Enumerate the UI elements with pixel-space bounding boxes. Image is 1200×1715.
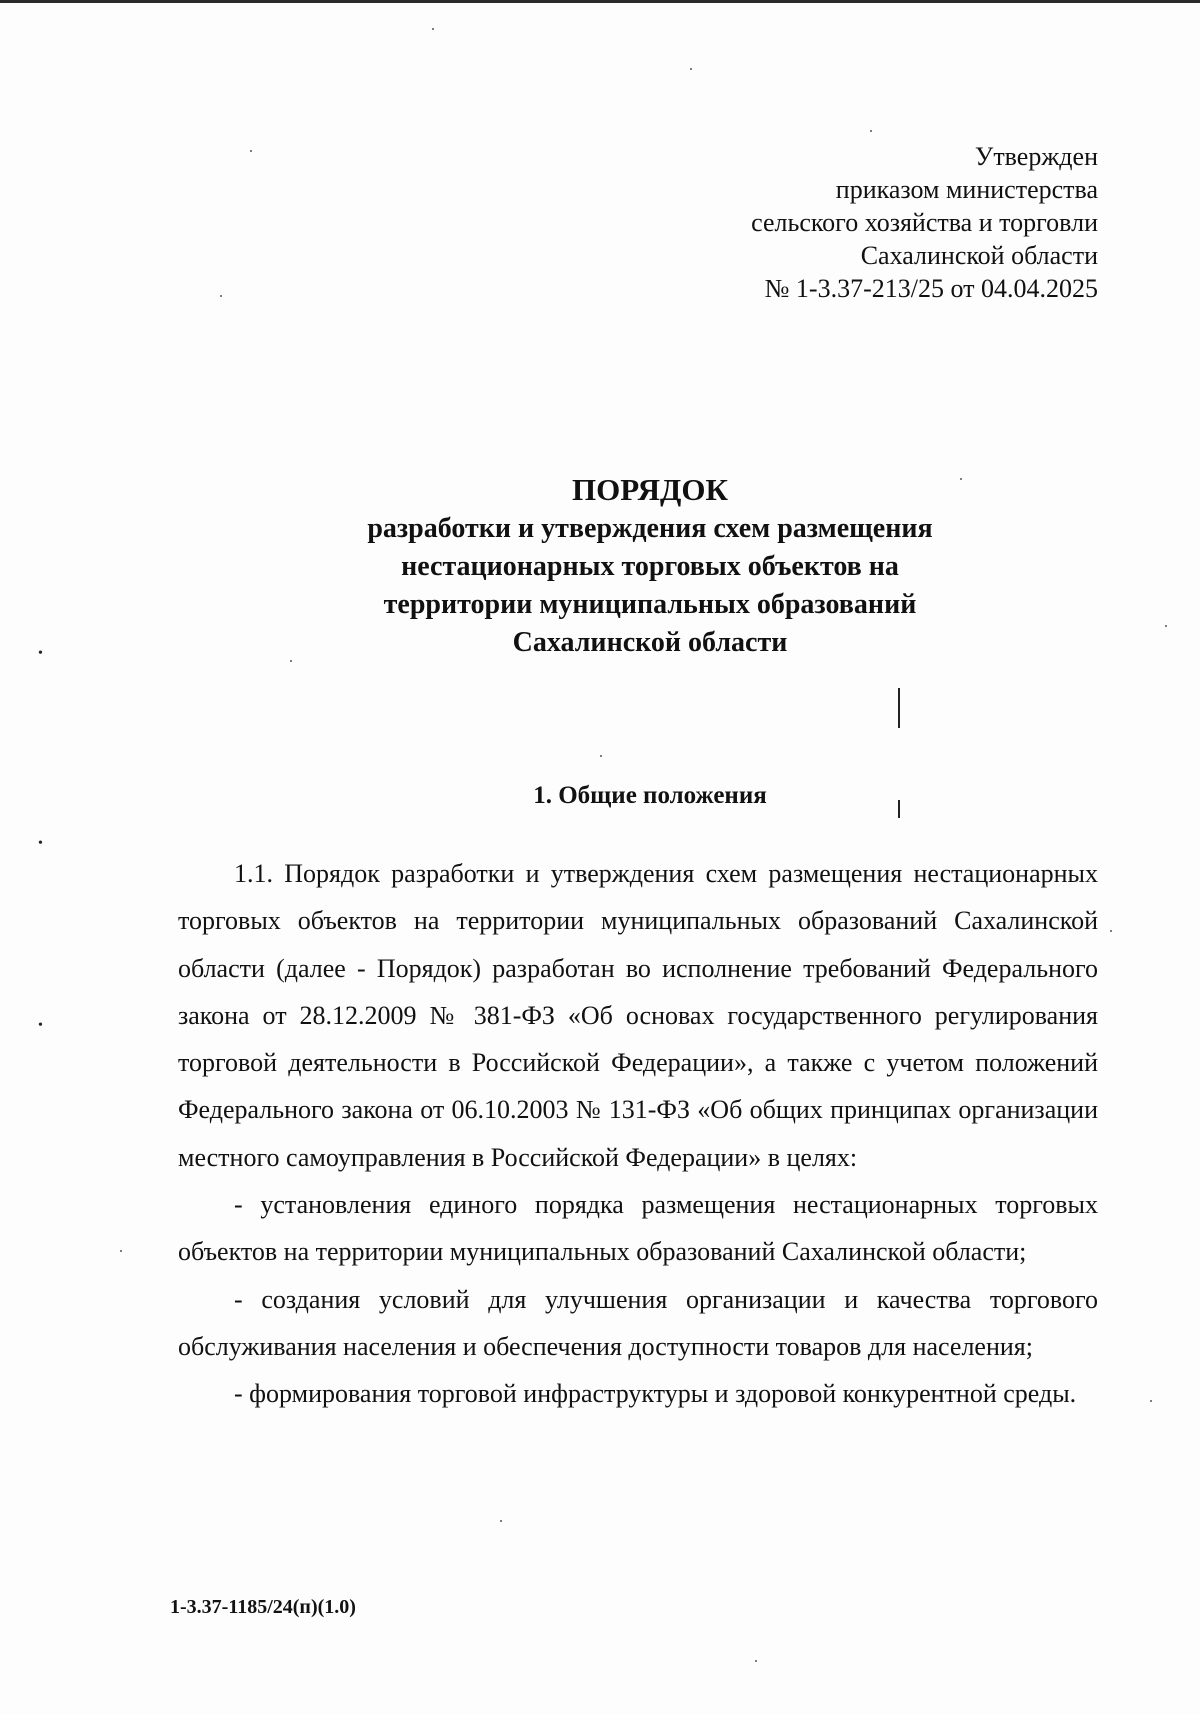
scan-mark: [898, 688, 900, 728]
title-subtitle-line: разработки и утверждения схем размещения: [367, 513, 933, 544]
title-subtitle-line: нестационарных торговых объектов на: [401, 551, 899, 582]
scan-speck: [1110, 930, 1112, 932]
paragraph: - формирования торговой инфраструктуры и здоровой конкурентной среды.: [234, 1379, 1077, 1409]
scan-speck: [755, 1660, 757, 1662]
paragraph: - создания условий для улучшения организации и качества торгового обслуживания населения и обеспечения доступности товаров для населения;: [178, 1284, 1098, 1361]
scan-speck: [220, 295, 222, 297]
paragraph: - установления единого порядка размещения нестационарных торговых объектов на территории муниципальных образований Сахалинской области;: [178, 1190, 1098, 1267]
approval-stamp-block: [578, 140, 1098, 305]
approval-line: Сахалинской области: [860, 241, 1098, 270]
document-code: 1-3.37-1185/24(п)(1.0): [170, 1596, 356, 1618]
approval-order-number: № 1-3.37-213/25 от 04.04.2025: [764, 274, 1098, 303]
approval-line: приказом министерства: [835, 175, 1098, 204]
document-title: [180, 470, 1120, 662]
scan-speck: [120, 1250, 122, 1252]
scan-speck: [690, 68, 692, 70]
punch-mark-icon: •: [38, 836, 43, 851]
title-subtitle-line: Сахалинской области: [512, 627, 788, 658]
scan-top-edge: [0, 0, 1200, 3]
scan-speck: [1150, 1400, 1152, 1402]
title-main: ПОРЯДОК: [572, 472, 728, 507]
approval-line: Утвержден: [974, 142, 1098, 171]
title-subtitle-line: территории муниципальных образований: [383, 589, 917, 620]
scan-speck: [870, 130, 872, 132]
scan-speck: [432, 28, 434, 30]
punch-mark-icon: •: [38, 1018, 43, 1033]
scan-speck: [600, 755, 602, 757]
punch-mark-icon: •: [38, 646, 43, 661]
section-heading: 1. Общие положения: [533, 782, 767, 809]
scan-speck: [500, 1520, 502, 1522]
scan-speck: [250, 150, 252, 152]
scan-speck: [1165, 625, 1167, 627]
document-body: [178, 850, 1098, 1418]
paragraph: 1.1. Порядок разработки и утверждения схем размещения нестационарных торговых объектов на территории муниципальных образований Сахалинской области (далее - Порядок) разработан во исполнение требований Федерального закона от 28.12.2009 № 381-ФЗ «Об основах государственного регулирования торговой деятельности в Российской Федерации», а также с учетом положений Федерального закона от 06.10.2003 № 131-ФЗ «Об общих принципах организации местного самоуправления в Российской Федерации» в целях:: [178, 859, 1098, 1172]
approval-line: сельского хозяйства и торговли: [751, 208, 1098, 237]
